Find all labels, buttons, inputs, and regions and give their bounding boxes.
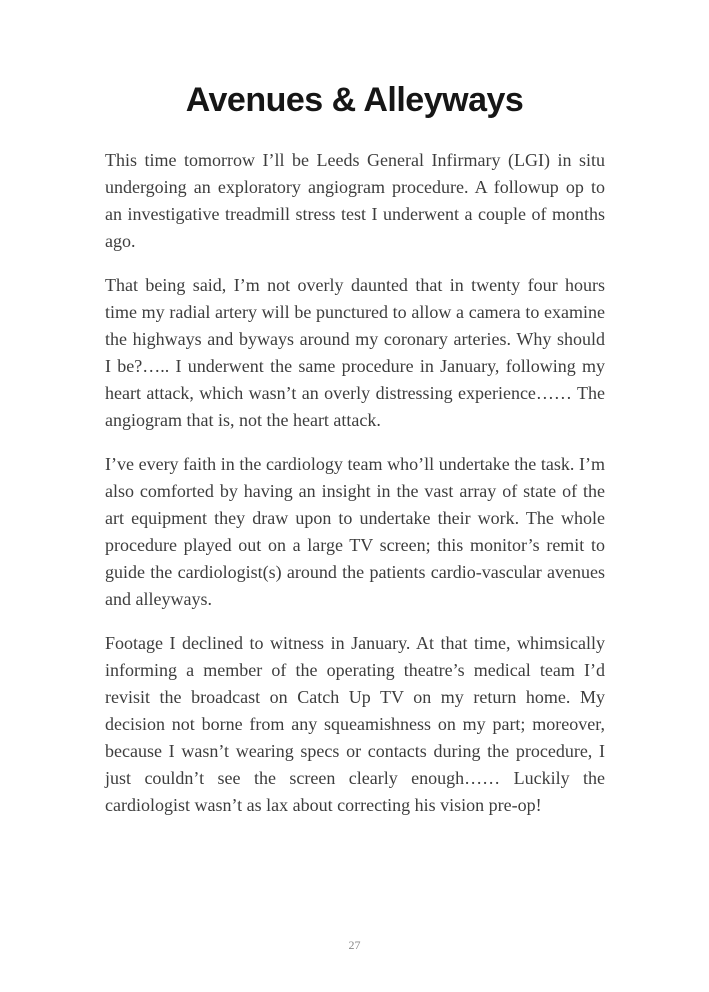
paragraph-2: That being said, I’m not overly daunted that in twenty four hours time my radial artery will be punctured to allow a camera to examine the highways and byways around my coronary arteries. Why should I be?….. I underwent the same procedure in January, following my heart attack, which wasn’t an overly distressing experience…… The angiogram that is, not the heart attack.: [105, 275, 605, 430]
paragraph-1: This time tomorrow I’ll be Leeds General Infirmary (LGI) in situ undergoing an exploratory angiogram procedure. A followup op to an investigative treadmill stress test I underwent a couple of months ago.: [105, 150, 605, 251]
page-title: Avenues & Alleyways: [185, 81, 524, 119]
article-body: [105, 147, 605, 836]
paragraph-3: I’ve every faith in the cardiology team who’ll undertake the task. I’m also comforted by having an insight in the vast array of state of the art equipment they draw upon to undertake their work. The whole procedure played out on a large TV screen; this monitor’s remit to guide the cardiologist(s) around the patients cardio-vascular avenues and alleyways.: [105, 454, 605, 609]
page-number: 27: [348, 938, 361, 952]
paragraph-4: Footage I declined to witness in January. At that time, whimsically informing a member of the operating theatre’s medical team I’d revisit the broadcast on Catch Up TV on my return home. My decision not borne from any squeamishness on my part; moreover, because I wasn’t wearing specs or contacts during the procedure, I just couldn’t see the screen clearly enough…… Luckily the cardiologist wasn’t as lax about correcting his vision pre-op!: [105, 633, 605, 815]
